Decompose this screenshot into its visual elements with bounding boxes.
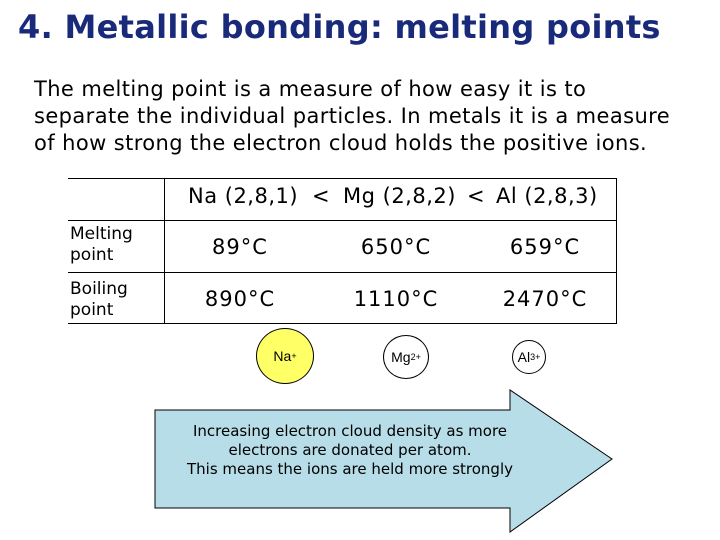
ion-symbol: Na [273,348,292,364]
table-border-right [616,178,617,324]
table-divider [68,272,616,273]
al-ion-circle: Al 3+ [512,340,546,374]
intro-line: The melting point is a measure of how easy it is to [34,77,587,101]
table-border-bottom [68,323,616,324]
header-less-than: < [467,184,486,208]
table-border-top [68,178,616,179]
table-column-divider [164,178,165,324]
header-less-than: < [312,184,331,208]
row-label-boiling [70,279,128,321]
arrow-caption-line: Increasing electron cloud density as more [192,422,508,440]
row-label-melting [70,224,133,266]
intro-paragraph [34,76,706,157]
boiling-al-value: 2470°C [502,287,588,311]
ion-symbol: Al [517,349,531,365]
slide-title: 4. Metallic bonding: melting points [18,8,661,46]
row-label-line: Melting [70,224,133,244]
melting-al-value: 659°C [509,235,581,259]
ion-symbol: Mg [391,349,411,365]
header-na: Na (2,8,1) [188,184,299,208]
melting-mg-value: 650°C [360,235,432,259]
melting-na-value: 89°C [212,235,268,259]
boiling-na-value: 890°C [204,287,276,311]
mg-ion-circle: Mg 2+ [383,335,429,379]
arrow-caption-line: electrons are donated per atom. [228,441,472,459]
header-mg: Mg (2,8,2) [343,184,456,208]
na-ion-circle: Na + [256,328,314,384]
arrow-caption [158,422,542,479]
boiling-mg-value: 1110°C [353,287,439,311]
intro-line: of how strong the electron cloud holds the positive ions. [34,131,648,155]
row-label-line: point [70,300,114,320]
table-divider [68,220,616,221]
row-label-line: Boiling [70,279,128,299]
intro-line: separate the individual particles. In metals it is a measure [34,104,671,128]
row-label-line: point [70,245,114,265]
header-al: Al (2,8,3) [496,184,598,208]
arrow-caption-line: This means the ions are held more strongly [187,460,513,478]
